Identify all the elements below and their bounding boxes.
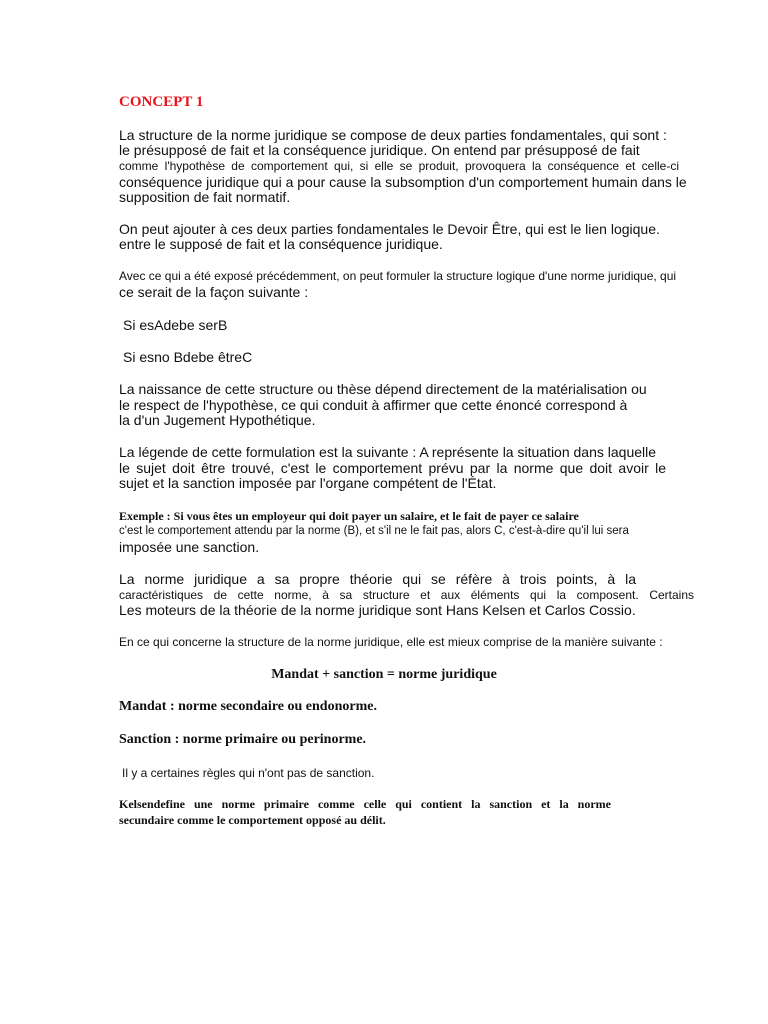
paragraph-7-line-1: La norme juridique a sa propre théorie qui se réfère à trois points, à la [119, 571, 636, 587]
sanction-definition: Sanction : norme primaire ou perinorme. [119, 732, 367, 747]
paragraph-4-line-3: la d'un Jugement Hypothétique. [119, 412, 316, 428]
paragraph-1-line-1: La structure de la norme juridique se compose de deux parties fondamentales, qui sont : [119, 127, 667, 143]
center-formula: Mandat + sanction = norme juridique [271, 667, 497, 682]
paragraph-3-line-2: ce serait de la façon suivante : [119, 284, 309, 300]
paragraph-10-line-2: secundaire comme le comportement opposé au délit. [119, 813, 386, 827]
paragraph-6-line-2: c'est le comportement attendu par la norme (B), et s'il ne le fait pas, alors C, c'est-à-dire qu'il lui sera [119, 525, 629, 537]
paragraph-3-line-1: Avec ce qui a été exposé précédemment, on peut formuler la structure logique d'une norme juridique, qui [119, 269, 677, 283]
mandat-definition: Mandat : norme secondaire ou endonorme. [119, 699, 377, 714]
paragraph-2-line-1: On peut ajouter à ces deux parties fondamentales le Devoir Être, qui est le lien logique. [119, 221, 660, 237]
paragraph-8: En ce qui concerne la structure de la norme juridique, elle est mieux comprise de la manière suivante : [119, 635, 663, 649]
paragraph-1-line-3: comme l'hypothèse de comportement qui, si elle se produit, provoquera la conséquence et celle-ci [119, 159, 679, 173]
paragraph-10-line-1: Kelsendefine une norme primaire comme celle qui contient la sanction et la norme [119, 797, 611, 811]
paragraph-1-line-2: le présupposé de fait et la conséquence juridique. On entend par présupposé de fait [119, 142, 640, 158]
paragraph-5-line-1: La légende de cette formulation est la suivante : A représente la situation dans laquelle [119, 444, 657, 460]
formula-1: Si esAdebe serB [123, 317, 228, 333]
document-title: CONCEPT 1 [119, 94, 204, 110]
paragraph-1-line-5: supposition de fait normatif. [119, 189, 291, 205]
paragraph-9: Il y a certaines règles qui n'ont pas de sanction. [122, 766, 375, 780]
paragraph-1-line-4: conséquence juridique qui a pour cause la subsomption d'un comportement humain dans le [119, 174, 687, 190]
paragraph-6-line-1: Exemple : Si vous êtes un employeur qui doit payer un salaire, et le fait de payer ce salaire [119, 509, 579, 523]
paragraph-7-line-3: Les moteurs de la théorie de la norme juridique sont Hans Kelsen et Carlos Cossio. [119, 602, 636, 618]
paragraph-2-line-2: entre le supposé de fait et la conséquence juridique. [119, 236, 443, 252]
paragraph-4-line-2: le respect de l'hypothèse, ce qui conduit à affirmer que cette énoncé correspond à [119, 397, 628, 413]
formula-2: Si esno Bdebe êtreC [123, 349, 253, 365]
paragraph-5-line-3: sujet et la sanction imposée par l'organe compétent de l'État. [119, 475, 497, 491]
paragraph-7-line-2: caractéristiques de cette norme, à sa structure et aux éléments qui la composent. Certains [119, 588, 694, 602]
paragraph-6-line-3: imposée une sanction. [119, 539, 260, 555]
paragraph-4-line-1: La naissance de cette structure ou thèse dépend directement de la matérialisation ou [119, 381, 647, 397]
paragraph-5-line-2: le sujet doit être trouvé, c'est le comportement prévu par la norme que doit avoir le [119, 460, 666, 476]
